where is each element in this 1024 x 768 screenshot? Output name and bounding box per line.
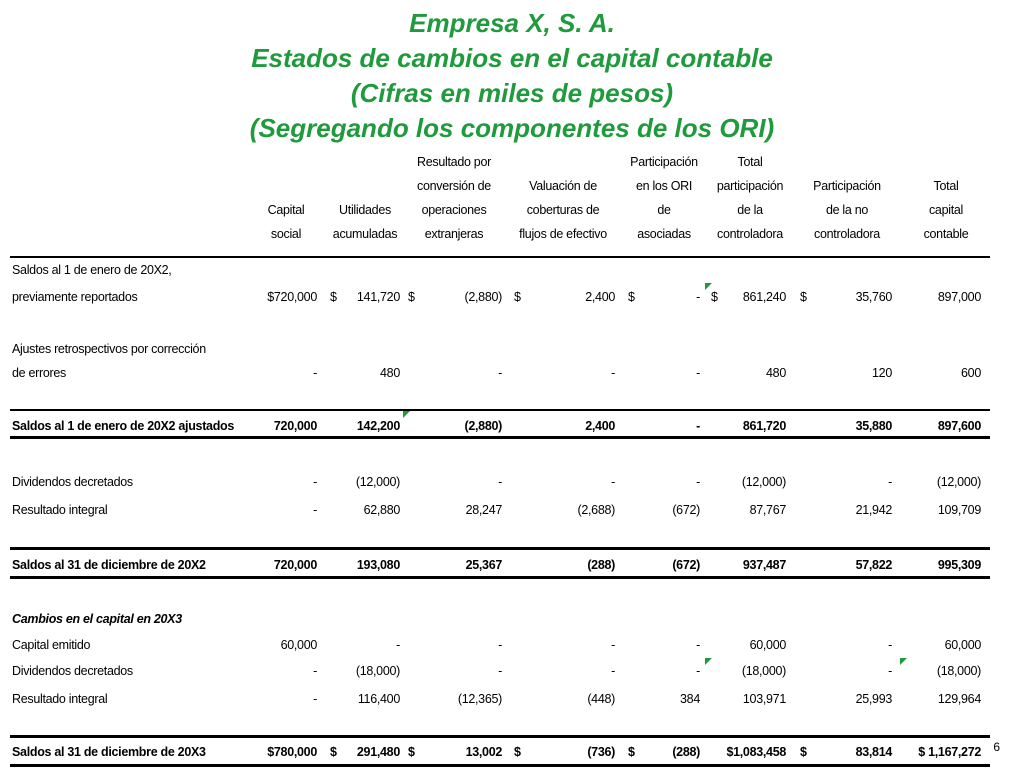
cell-c6: $1,083,458 bbox=[726, 745, 786, 759]
cell-c8: 129,964 bbox=[937, 692, 981, 706]
row-label: Saldos al 1 de enero de 20X2, bbox=[12, 263, 172, 277]
cell-c4: 2,400 bbox=[585, 419, 615, 433]
table-row bbox=[0, 419, 1024, 439]
cell-marker-icon bbox=[705, 658, 712, 665]
table-row bbox=[0, 503, 1024, 523]
cell-c2: 116,400 bbox=[357, 692, 400, 706]
cell-c1: - bbox=[313, 475, 317, 489]
header-text: extranjeras bbox=[424, 227, 484, 241]
cell-c6: (18,000) bbox=[741, 664, 786, 678]
cell-c6: 103,971 bbox=[742, 692, 786, 706]
cell-c3: (2,880) bbox=[464, 419, 502, 433]
header-text: flujos de efectivo bbox=[519, 227, 607, 241]
header-text: de la bbox=[737, 203, 763, 217]
cell-c1: $780,000 bbox=[267, 745, 317, 759]
cell-c4: (736) bbox=[587, 745, 615, 759]
statement-title bbox=[0, 6, 1024, 146]
header-text: Valuación de bbox=[529, 179, 597, 193]
cell-c8: 897,000 bbox=[937, 290, 981, 304]
page-number: 6 bbox=[993, 740, 1000, 754]
table-row bbox=[0, 263, 1024, 283]
cell-c5: (672) bbox=[672, 558, 700, 572]
cell-c5: 384 bbox=[680, 692, 700, 706]
header-text: coberturas de bbox=[526, 203, 600, 217]
header-text: capital bbox=[928, 203, 964, 217]
currency-sign: $ bbox=[514, 745, 521, 759]
row-label: Resultado integral bbox=[12, 692, 108, 706]
header-text: Capital bbox=[267, 203, 305, 217]
header-text: de bbox=[657, 203, 671, 217]
cell-c6: 861,240 bbox=[742, 290, 786, 304]
cell-c7: - bbox=[888, 664, 892, 678]
cell-c6: 480 bbox=[766, 366, 786, 380]
row-label: Cambios en el capital en 20X3 bbox=[12, 612, 182, 626]
cell-c6: 87,767 bbox=[749, 503, 786, 517]
cell-marker-icon bbox=[403, 411, 410, 418]
cell-c2: - bbox=[396, 638, 400, 652]
currency-sign: $ bbox=[408, 290, 415, 304]
cell-c8: (12,000) bbox=[936, 475, 981, 489]
cell-c4: - bbox=[611, 366, 615, 380]
cell-c8: 897,600 bbox=[937, 419, 981, 433]
table-row bbox=[0, 558, 1024, 578]
header-total-controladora bbox=[706, 150, 794, 246]
row-label: Saldos al 31 de diciembre de 20X2 bbox=[12, 558, 206, 572]
currency-sign: $ bbox=[711, 290, 718, 304]
cell-c5: - bbox=[696, 664, 700, 678]
header-text: Total bbox=[933, 179, 959, 193]
header-text: de la no bbox=[825, 203, 869, 217]
cell-c7: - bbox=[888, 475, 892, 489]
cell-c7: 25,993 bbox=[855, 692, 892, 706]
header-text: acumuladas bbox=[332, 227, 398, 241]
cell-c3: - bbox=[498, 638, 502, 652]
header-conversion bbox=[404, 150, 504, 246]
header-capital-social bbox=[256, 198, 316, 246]
header-text: contable bbox=[923, 227, 969, 241]
header-ori-asociadas bbox=[620, 150, 708, 246]
cell-c6: 60,000 bbox=[749, 638, 786, 652]
cell-c4: - bbox=[611, 664, 615, 678]
cell-c7: 35,880 bbox=[855, 419, 892, 433]
final-total-top-rule bbox=[10, 735, 990, 738]
cell-c5: - bbox=[696, 290, 700, 304]
cell-c5: - bbox=[696, 638, 700, 652]
cell-c2: 193,080 bbox=[356, 558, 400, 572]
title-line-segregation: (Segregando los componentes de los ORI) bbox=[249, 113, 775, 143]
cell-c2: 480 bbox=[380, 366, 400, 380]
cell-c7: - bbox=[888, 638, 892, 652]
cell-c8: 995,309 bbox=[937, 558, 981, 572]
cell-c2: 291,480 bbox=[356, 745, 400, 759]
cell-c2: (18,000) bbox=[355, 664, 400, 678]
row-label: de errores bbox=[12, 366, 66, 380]
header-text: asociadas bbox=[637, 227, 691, 241]
cell-c4: - bbox=[611, 638, 615, 652]
subtotal-top-rule bbox=[10, 409, 990, 411]
row-label: Ajustes retrospectivos por corrección bbox=[12, 342, 206, 356]
header-coberturas bbox=[508, 174, 618, 246]
cell-marker-icon bbox=[900, 658, 907, 665]
header-text: controladora bbox=[717, 227, 783, 241]
cell-c8: (18,000) bbox=[936, 664, 981, 678]
row-label: Saldos al 31 de diciembre de 20X3 bbox=[12, 745, 206, 759]
table-row bbox=[0, 745, 1024, 765]
year-total-top-rule bbox=[10, 547, 990, 550]
cell-c1: - bbox=[313, 503, 317, 517]
header-text: conversión de bbox=[417, 179, 491, 193]
row-label: previamente reportados bbox=[12, 290, 138, 304]
cell-marker-icon bbox=[705, 283, 712, 290]
cell-c4: 2,400 bbox=[585, 290, 615, 304]
cell-c1: 720,000 bbox=[273, 558, 317, 572]
table-row bbox=[0, 692, 1024, 712]
cell-c1: 60,000 bbox=[280, 638, 317, 652]
cell-c8: $ 1,167,272 bbox=[918, 745, 981, 759]
cell-c1: $720,000 bbox=[267, 290, 317, 304]
cell-c3: 28,247 bbox=[465, 503, 502, 517]
currency-sign: $ bbox=[800, 745, 807, 759]
table-row bbox=[0, 475, 1024, 495]
cell-c2: 142,200 bbox=[356, 419, 400, 433]
cell-c8: 60,000 bbox=[944, 638, 981, 652]
table-row bbox=[0, 290, 1024, 310]
title-line-statement: Estados de cambios en el capital contable bbox=[251, 43, 773, 73]
currency-sign: $ bbox=[800, 290, 807, 304]
cell-c6: 937,487 bbox=[742, 558, 786, 572]
title-line-company: Empresa X, S. A. bbox=[409, 8, 615, 38]
header-text: operaciones bbox=[421, 203, 487, 217]
cell-c5: (288) bbox=[672, 745, 700, 759]
cell-c6: 861,720 bbox=[742, 419, 786, 433]
cell-c3: - bbox=[498, 366, 502, 380]
header-no-controladora bbox=[800, 174, 894, 246]
cell-c8: 109,709 bbox=[937, 503, 981, 517]
cell-c2: 62,880 bbox=[363, 503, 400, 517]
cell-c5: - bbox=[696, 475, 700, 489]
header-rule bbox=[10, 256, 990, 258]
table-row bbox=[0, 638, 1024, 658]
header-text: en los ORI bbox=[635, 179, 693, 193]
cell-c5: - bbox=[696, 366, 700, 380]
table-row bbox=[0, 366, 1024, 386]
currency-sign: $ bbox=[330, 290, 337, 304]
currency-sign: $ bbox=[408, 745, 415, 759]
cell-c6: (12,000) bbox=[741, 475, 786, 489]
header-text: controladora bbox=[814, 227, 880, 241]
cell-c4: (288) bbox=[587, 558, 615, 572]
header-text: participación bbox=[716, 179, 784, 193]
row-label: Dividendos decretados bbox=[12, 664, 133, 678]
cell-c1: - bbox=[313, 366, 317, 380]
table-row bbox=[0, 664, 1024, 684]
cell-c7: 35,760 bbox=[855, 290, 892, 304]
header-utilidades bbox=[326, 198, 404, 246]
table-row bbox=[0, 342, 1024, 362]
cell-c2: 141,720 bbox=[356, 290, 400, 304]
cell-c7: 83,814 bbox=[855, 745, 892, 759]
cell-c7: 120 bbox=[872, 366, 892, 380]
row-label: Capital emitido bbox=[12, 638, 91, 652]
cell-c4: - bbox=[611, 475, 615, 489]
cell-c4: (448) bbox=[587, 692, 615, 706]
cell-c4: (2,688) bbox=[577, 503, 615, 517]
cell-c1: - bbox=[313, 664, 317, 678]
header-text: Resultado por bbox=[417, 155, 491, 169]
cell-c3: (2,880) bbox=[464, 290, 502, 304]
cell-c7: 57,822 bbox=[855, 558, 892, 572]
cell-c3: - bbox=[498, 475, 502, 489]
cell-c7: 21,942 bbox=[855, 503, 892, 517]
currency-sign: $ bbox=[514, 290, 521, 304]
cell-c2: (12,000) bbox=[355, 475, 400, 489]
cell-c5: - bbox=[696, 419, 700, 433]
cell-c3: (12,365) bbox=[457, 692, 502, 706]
row-label: Resultado integral bbox=[12, 503, 108, 517]
currency-sign: $ bbox=[330, 745, 337, 759]
row-label: Dividendos decretados bbox=[12, 475, 133, 489]
header-text: social bbox=[270, 227, 302, 241]
currency-sign: $ bbox=[628, 745, 635, 759]
table-row bbox=[0, 612, 1024, 632]
header-total-capital bbox=[910, 174, 982, 246]
cell-c3: 13,002 bbox=[465, 745, 502, 759]
title-line-units: (Cifras en miles de pesos) bbox=[350, 78, 674, 108]
cell-c3: - bbox=[498, 664, 502, 678]
cell-c1: - bbox=[313, 692, 317, 706]
cell-c5: (672) bbox=[672, 503, 700, 517]
header-text: Total bbox=[737, 155, 763, 169]
row-label: Saldos al 1 de enero de 20X2 ajustados bbox=[12, 419, 235, 433]
cell-c3: 25,367 bbox=[465, 558, 502, 572]
cell-c8: 600 bbox=[961, 366, 981, 380]
header-text: Participación bbox=[630, 155, 698, 169]
header-text: Utilidades bbox=[339, 203, 391, 217]
currency-sign: $ bbox=[628, 290, 635, 304]
cell-c1: 720,000 bbox=[273, 419, 317, 433]
header-text: Participación bbox=[813, 179, 881, 193]
